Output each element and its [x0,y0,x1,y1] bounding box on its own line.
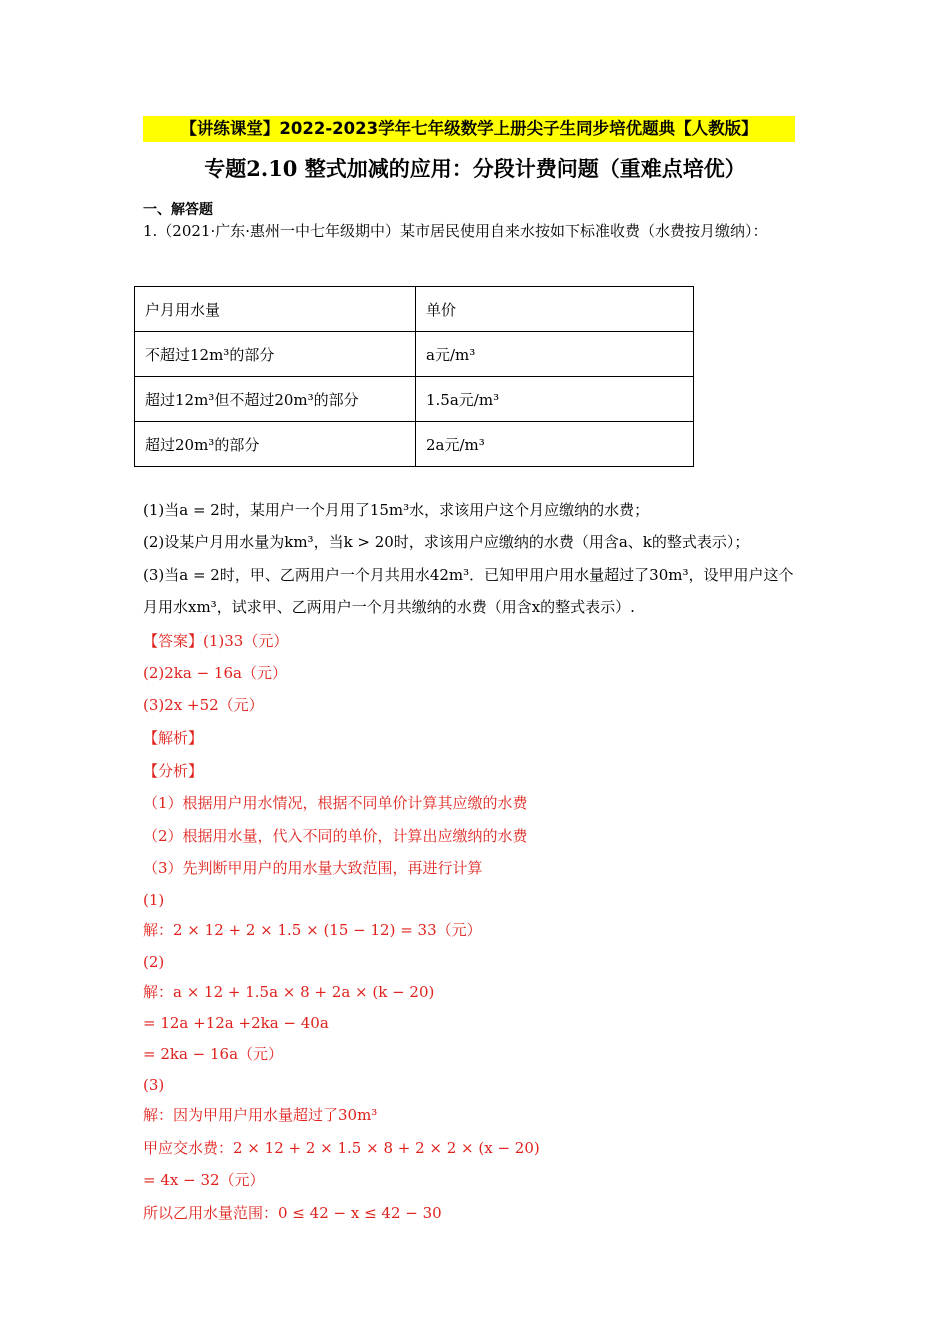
answer-line-3: (3)2x +52（元） [143,696,264,714]
fenxi-label: 【分析】 [143,762,204,780]
solution-line: 解：2 × 12 + 2 × 1.5 × (15 − 12) = 33（元） [143,921,482,939]
solution-line: (3) [143,1076,165,1094]
answer-line-1 [143,625,288,657]
table-cell: 2a元/m³ [416,422,694,467]
solution-line: = 12a +12a +2ka − 40a [143,1014,329,1032]
table-cell: 1.5a元/m³ [416,377,694,422]
table-cell: a元/m³ [416,332,694,377]
table-row [135,422,694,467]
question-part-3: (3)当a = 2时，甲、乙两用户一个月共用水42m³．已知甲用户用水量超过了30m³，设甲用户这个月用水xm³，试求甲、乙两用户一个月共缴纳的水费（用含x的整式表示）. [143,566,794,616]
answer-value: (1)33（元） [203,632,289,650]
solution-line: (1) [143,891,165,909]
table-row [135,377,694,422]
solution-line: (2) [143,953,165,971]
solution-line: 甲应交水费：2 × 12 + 2 × 1.5 × 8 + 2 × 2 × (x − 20) [143,1139,540,1157]
solution-line: 解：因为甲用户用水量超过了30m³ [143,1106,378,1124]
header-banner: 【讲练课堂】2022-2023学年七年级数学上册尖子生同步培优题典【人教版】 [143,116,795,142]
solution-line: = 2ka − 16a（元） [143,1045,284,1063]
section-title: 一、解答题 [143,202,213,218]
answer-line-2: (2)2ka − 16a（元） [143,664,287,682]
table-cell: 不超过12m³的部分 [135,332,416,377]
question-part-2: (2)设某户月用水量为km³，当k > 20时，求该用户应缴纳的水费（用含a、k的整式表示）； [143,533,750,551]
table-header-cell: 户月用水量 [135,287,416,332]
solution-line: 所以乙用水量范围：0 ≤ 42 − x ≤ 42 − 30 [143,1204,442,1222]
table-cell: 超过12m³但不超过20m³的部分 [135,377,416,422]
analysis-point: （3）先判断甲用户的用水量大致范围，再进行计算 [143,859,483,877]
analysis-point: （1）根据用户用水情况，根据不同单价计算其应缴的水费 [143,794,528,812]
table-row [135,332,694,377]
table-row [135,287,694,332]
fee-table [134,286,694,467]
analysis-point: （2）根据用水量，代入不同的单价，计算出应缴纳的水费 [143,827,528,845]
question-part-1: (1)当a = 2时，某用户一个月用了15m³水，求该用户这个月应缴纳的水费； [143,501,650,519]
solution-line: = 4x − 32（元） [143,1171,265,1189]
jiexi-label: 【解析】 [143,729,204,747]
table-cell: 超过20m³的部分 [135,422,416,467]
answer-label: 【答案】 [143,632,204,650]
question-intro: 1.（2021·广东·惠州一中七年级期中）某市居民使用自来水按如下标准收费（水费按月缴纳）： [143,222,768,240]
solution-line: 解：a × 12 + 1.5a × 8 + 2a × (k − 20) [143,983,435,1001]
page-title: 专题2.10 整式加减的应用：分段计费问题（重难点培优） [204,156,746,181]
table-header-cell: 单价 [416,287,694,332]
